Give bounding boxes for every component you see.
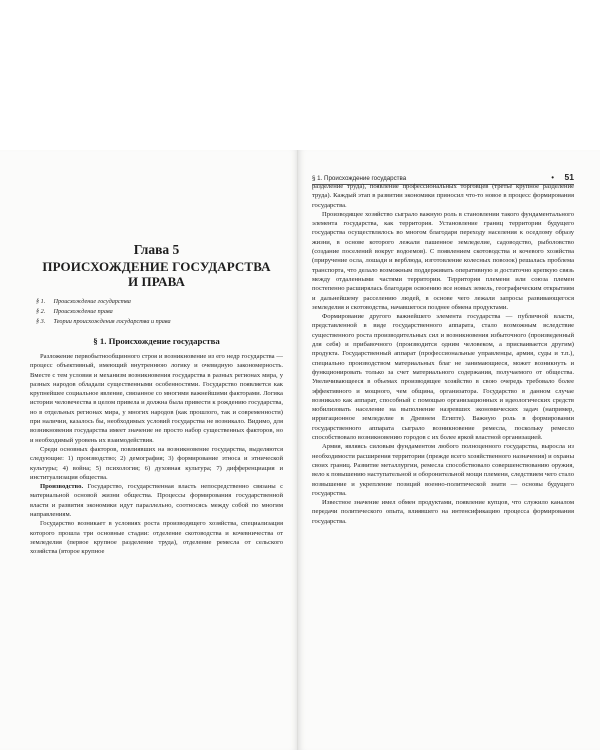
bullet-icon: •	[551, 173, 554, 182]
toc-item-number: § 3.	[36, 318, 46, 325]
paragraph: Разложение первобытнообщинного строя и возникновение из его недр государства — процесс объективный, имеющий внутреннюю логику и очевидную закономерность. Вместе с тем условия и механизм возникновения государства в разных регионах мира, у разных народов обладали существенными особенностями. Государство появляется как крупнейшее социальное явление, связанное со многими важнейшими факторами. Логика истории человечества в целом привела и должна была привести к рождению государства, но в отдельных регионах мира, у многих народов (как прошлого, так и современности) при наличии, казалось бы, необходимых условий государства не возникало. Видимо, для возникновения государства имеет значение не просто набор существенных факторов, но и необходимый уровень их взаимодействия.	[30, 353, 283, 444]
right-page	[298, 150, 600, 750]
section-heading: § 1. Происхождение государства	[93, 336, 220, 346]
paragraph: разделение труда), появление профессиональных торговцев (третье крупное разделение труда). Каждый этап в развитии экономики приносил что-то новое в процесс формирования государства.	[312, 183, 574, 209]
page-number: 51	[564, 172, 574, 182]
paragraph: Среди основных факторов, повлиявших на возникновение государства, выделяются следующие: 1) производство; 2) демография; 3) формирование этноса и этнической культуры; 4) война; 5) психология; 6) духовная культура; 7) дифференциация и институализация общества.	[30, 445, 283, 481]
toc-item-title: Теории происхождения государства и права	[53, 318, 171, 325]
toc-item-title: Происхождение права	[53, 308, 113, 315]
paragraph: Армия, являясь силовым фундаментом любого полноценного государства, выросла из необходимости расширения территории (прежде всего хозяйственного назначения) и охраны своих границ. Развитие металлургии, ремесла способствовало совершенствованию оружия, вело к повышению наступательной и оборонительной мощи племени, следствием чего стало возвышение и укрепление позиций военно-политической знати — основы будущего государства.	[312, 443, 574, 497]
paragraph: Известное значение имел обмен продуктами, появление купцов, что служило каналом передачи политического опыта, влиявшего на интенсификацию процесса формирования государства.	[312, 499, 574, 525]
toc-item-number: § 2.	[36, 308, 46, 315]
toc-item	[36, 297, 283, 307]
paragraph: Государство возникает в условиях роста производящего хозяйства, специализация которого прошла три основные стадии: отделение скотоводства и кочевничества от земледелия (первое крупное разделение труда), отделение ремесла от сельского хозяйства (второе крупное	[30, 520, 283, 556]
chapter-title-line1: ПРОИСХОЖДЕНИЕ ГОСУДАРСТВА	[42, 259, 271, 274]
toc-item	[36, 307, 283, 317]
chapter-title-line2: И ПРАВА	[127, 274, 186, 289]
running-head-title: § 1. Происхождение государства	[312, 175, 407, 182]
paragraph	[30, 482, 283, 519]
right-page-content	[312, 182, 574, 526]
chapter-title	[30, 259, 283, 289]
toc-item-number: § 1.	[36, 298, 46, 305]
paragraph: Производящее хозяйство сыграло важную роль в становлении такого фундаментального элемента государства, как территория. Установление границ территории будущего государства осуществлялось во многом благодаря переходу населения к оседлому образу жизни, в основе которого лежали пашенное земледелие, садоводство, рыболовство (создание поселений вокруг водоемов). С появлением скотоводства и кочевого хозяйства (приручение осла, лошади и верблюда, изготовление колесных повозок) решалась проблема транспорта, что делало возможным поддерживать оперативную и достаточно крепкую связь между отдаленными частями территории. Территория племени или союза племен постепенно расширялась благодаря освоению все новых земель, географическим открытиям и дальнейшему расселению людей, в основе чего лежали запросы развивающегося земледелия и скотоводства, начавшегося позднее обмена продуктами.	[312, 210, 574, 311]
paragraph-lead-term: Производство.	[40, 483, 84, 491]
left-page	[0, 150, 298, 750]
chapter-toc	[30, 297, 283, 327]
toc-item	[36, 317, 283, 327]
chapter-number: Глава 5	[133, 242, 180, 257]
left-page-content	[30, 242, 283, 557]
toc-item-title: Происхождение государства	[53, 298, 131, 305]
paragraph-body: Государство, государственная власть непосредственно связаны с материальной основой жизни общества. Процессы формирования государственной власти и развития экономики идут параллельно, соотносясь между собой по многим направлениям.	[30, 483, 283, 519]
paragraph: Формирование другого важнейшего элемента государства — публичной власти, представленной в виде государственного аппарата, стало возможным вследствие существенного роста производительных сил и возникновения избыточного (произведенный для себя) и прибавочного (производится одним человеком, а присваивается другим) продукта. Государственный аппарат (профессиональные управленцы, армия, суды и т.п.), специально производством материальных благ не занимающиеся, может возникнуть и функционировать только за счет материального содержания, получаемого от общества. Увеличивающееся в объемах производящее хозяйство в свою очередь требовало более эффективного и мощного, чем община, организатора. Государство в данном случае возникало как аппарат, способный с помощью организационных и идеологических средств мобилизовать население на выполнение назревших экономических задач (например, ирригационное земледелие в Древнем Египте). Важную роль в формировании государственного аппарата сыграло возникновение ремесла, поскольку ремесло способствовало возникновению городов с их более яркой властной организацией.	[312, 313, 574, 442]
